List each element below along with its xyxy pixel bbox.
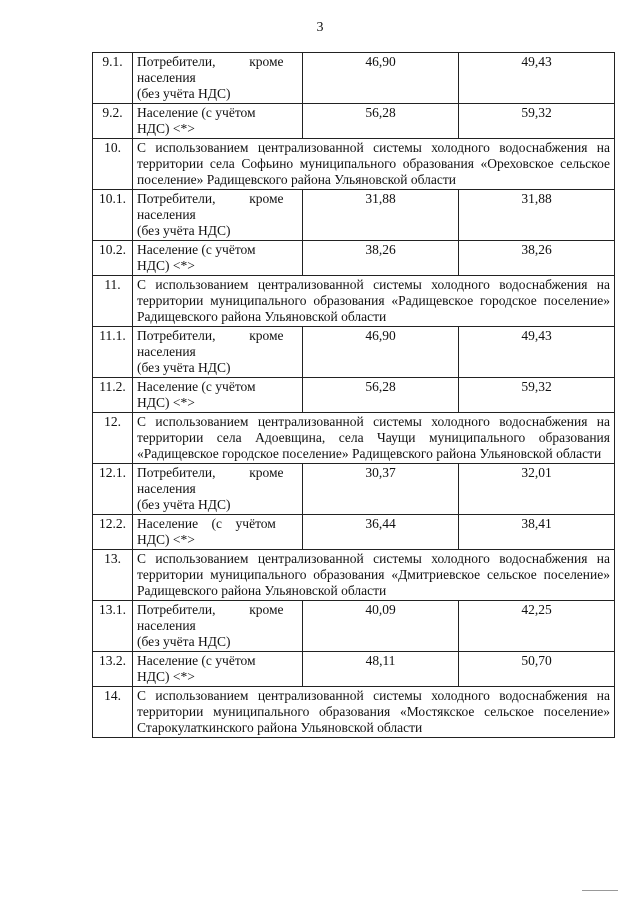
tariff-value-period-1: 48,11	[303, 652, 459, 687]
consumer-category-line: Потребители, кроме	[137, 54, 284, 69]
tariff-value-period-1: 56,28	[303, 104, 459, 139]
row-number: 10.	[93, 139, 133, 190]
row-number: 11.2.	[93, 378, 133, 413]
tariff-row	[93, 104, 615, 139]
consumer-category	[133, 104, 303, 139]
consumer-category-line: населения	[137, 481, 196, 496]
page-number: 3	[316, 20, 324, 35]
consumer-category-line: Население (с учётом	[137, 653, 256, 668]
section-description: С использованием централизованной системы холодного водоснабжения на территории муниципального образования «Дмитриевское сельское поселение» Радищевского района Ульяновской области	[133, 550, 615, 601]
tariff-table	[92, 52, 615, 738]
tariff-row	[93, 515, 615, 550]
row-number: 13.2.	[93, 652, 133, 687]
row-number: 14.	[93, 687, 133, 738]
tariff-value-period-1: 30,37	[303, 464, 459, 515]
tariff-value-period-1: 56,28	[303, 378, 459, 413]
section-row	[93, 413, 615, 464]
consumer-category-line: НДС) <*>	[137, 532, 195, 547]
tariff-row	[93, 190, 615, 241]
consumer-category-line: населения	[137, 70, 196, 85]
row-number: 13.	[93, 550, 133, 601]
consumer-category-line: Население (с учётом	[137, 242, 256, 257]
tariff-row	[93, 601, 615, 652]
tariff-value-period-1: 36,44	[303, 515, 459, 550]
tariff-row	[93, 241, 615, 276]
consumer-category-line: НДС) <*>	[137, 121, 195, 136]
tariff-value-period-1: 38,26	[303, 241, 459, 276]
tariff-value-period-2: 49,43	[459, 53, 615, 104]
tariff-value-period-2: 42,25	[459, 601, 615, 652]
consumer-category-line: населения	[137, 344, 196, 359]
consumer-category-line: (без учёта НДС)	[137, 223, 231, 238]
consumer-category-line: Население (с учётом	[137, 516, 276, 531]
section-description: С использованием централизованной системы холодного водоснабжения на территории села Софьино муниципального образования «Ореховское сельское поселение» Радищевского района Ульяновской области	[133, 139, 615, 190]
tariff-row	[93, 327, 615, 378]
consumer-category	[133, 190, 303, 241]
row-number: 11.1.	[93, 327, 133, 378]
tariff-value-period-2: 32,01	[459, 464, 615, 515]
consumer-category-line: (без учёта НДС)	[137, 634, 231, 649]
consumer-category	[133, 327, 303, 378]
tariff-value-period-1: 46,90	[303, 327, 459, 378]
consumer-category-line: Потребители, кроме	[137, 602, 284, 617]
tariff-value-period-2: 49,43	[459, 327, 615, 378]
tariff-value-period-1: 46,90	[303, 53, 459, 104]
consumer-category-line: (без учёта НДС)	[137, 497, 231, 512]
tariff-value-period-2: 59,32	[459, 378, 615, 413]
tariff-value-period-2: 38,41	[459, 515, 615, 550]
section-row	[93, 276, 615, 327]
tariff-table-body	[93, 53, 615, 738]
consumer-category	[133, 464, 303, 515]
tariff-row	[93, 464, 615, 515]
consumer-category	[133, 601, 303, 652]
consumer-category-line: НДС) <*>	[137, 258, 195, 273]
row-number: 12.	[93, 413, 133, 464]
consumer-category-line: Потребители, кроме	[137, 328, 284, 343]
row-number: 12.1.	[93, 464, 133, 515]
consumer-category	[133, 241, 303, 276]
consumer-category-line: населения	[137, 618, 196, 633]
consumer-category-line: (без учёта НДС)	[137, 86, 231, 101]
section-description: С использованием централизованной системы холодного водоснабжения на территории муниципального образования «Радищевское городское поселение» Радищевского района Ульяновской области	[133, 276, 615, 327]
tariff-row	[93, 378, 615, 413]
row-number: 10.1.	[93, 190, 133, 241]
row-number: 12.2.	[93, 515, 133, 550]
section-row	[93, 687, 615, 738]
consumer-category	[133, 53, 303, 104]
tariff-value-period-2: 38,26	[459, 241, 615, 276]
section-row	[93, 550, 615, 601]
section-description: С использованием централизованной системы холодного водоснабжения на территории муниципального образования «Мостякское сельское поселение» Старокулаткинского района Ульяновской области	[133, 687, 615, 738]
consumer-category-line: населения	[137, 207, 196, 222]
consumer-category	[133, 378, 303, 413]
row-number: 9.1.	[93, 53, 133, 104]
consumer-category-line: Население (с учётом	[137, 379, 256, 394]
consumer-category-line: НДС) <*>	[137, 669, 195, 684]
row-number: 13.1.	[93, 601, 133, 652]
consumer-category	[133, 515, 303, 550]
tariff-row	[93, 652, 615, 687]
tariff-value-period-2: 50,70	[459, 652, 615, 687]
tariff-row	[93, 53, 615, 104]
consumer-category	[133, 652, 303, 687]
scan-mark	[582, 890, 618, 891]
row-number: 9.2.	[93, 104, 133, 139]
tariff-value-period-1: 40,09	[303, 601, 459, 652]
row-number: 11.	[93, 276, 133, 327]
section-description: С использованием централизованной системы холодного водоснабжения на территории села Адоевщина, села Чаущи муниципального образования «Радищевское городское поселение» Радищевского района Ульяновской области	[133, 413, 615, 464]
consumer-category-line: Население (с учётом	[137, 105, 256, 120]
row-number: 10.2.	[93, 241, 133, 276]
consumer-category-line: Потребители, кроме	[137, 465, 284, 480]
consumer-category-line: (без учёта НДС)	[137, 360, 231, 375]
section-row	[93, 139, 615, 190]
consumer-category-line: НДС) <*>	[137, 395, 195, 410]
tariff-value-period-2: 31,88	[459, 190, 615, 241]
consumer-category-line: Потребители, кроме	[137, 191, 284, 206]
tariff-value-period-1: 31,88	[303, 190, 459, 241]
tariff-value-period-2: 59,32	[459, 104, 615, 139]
